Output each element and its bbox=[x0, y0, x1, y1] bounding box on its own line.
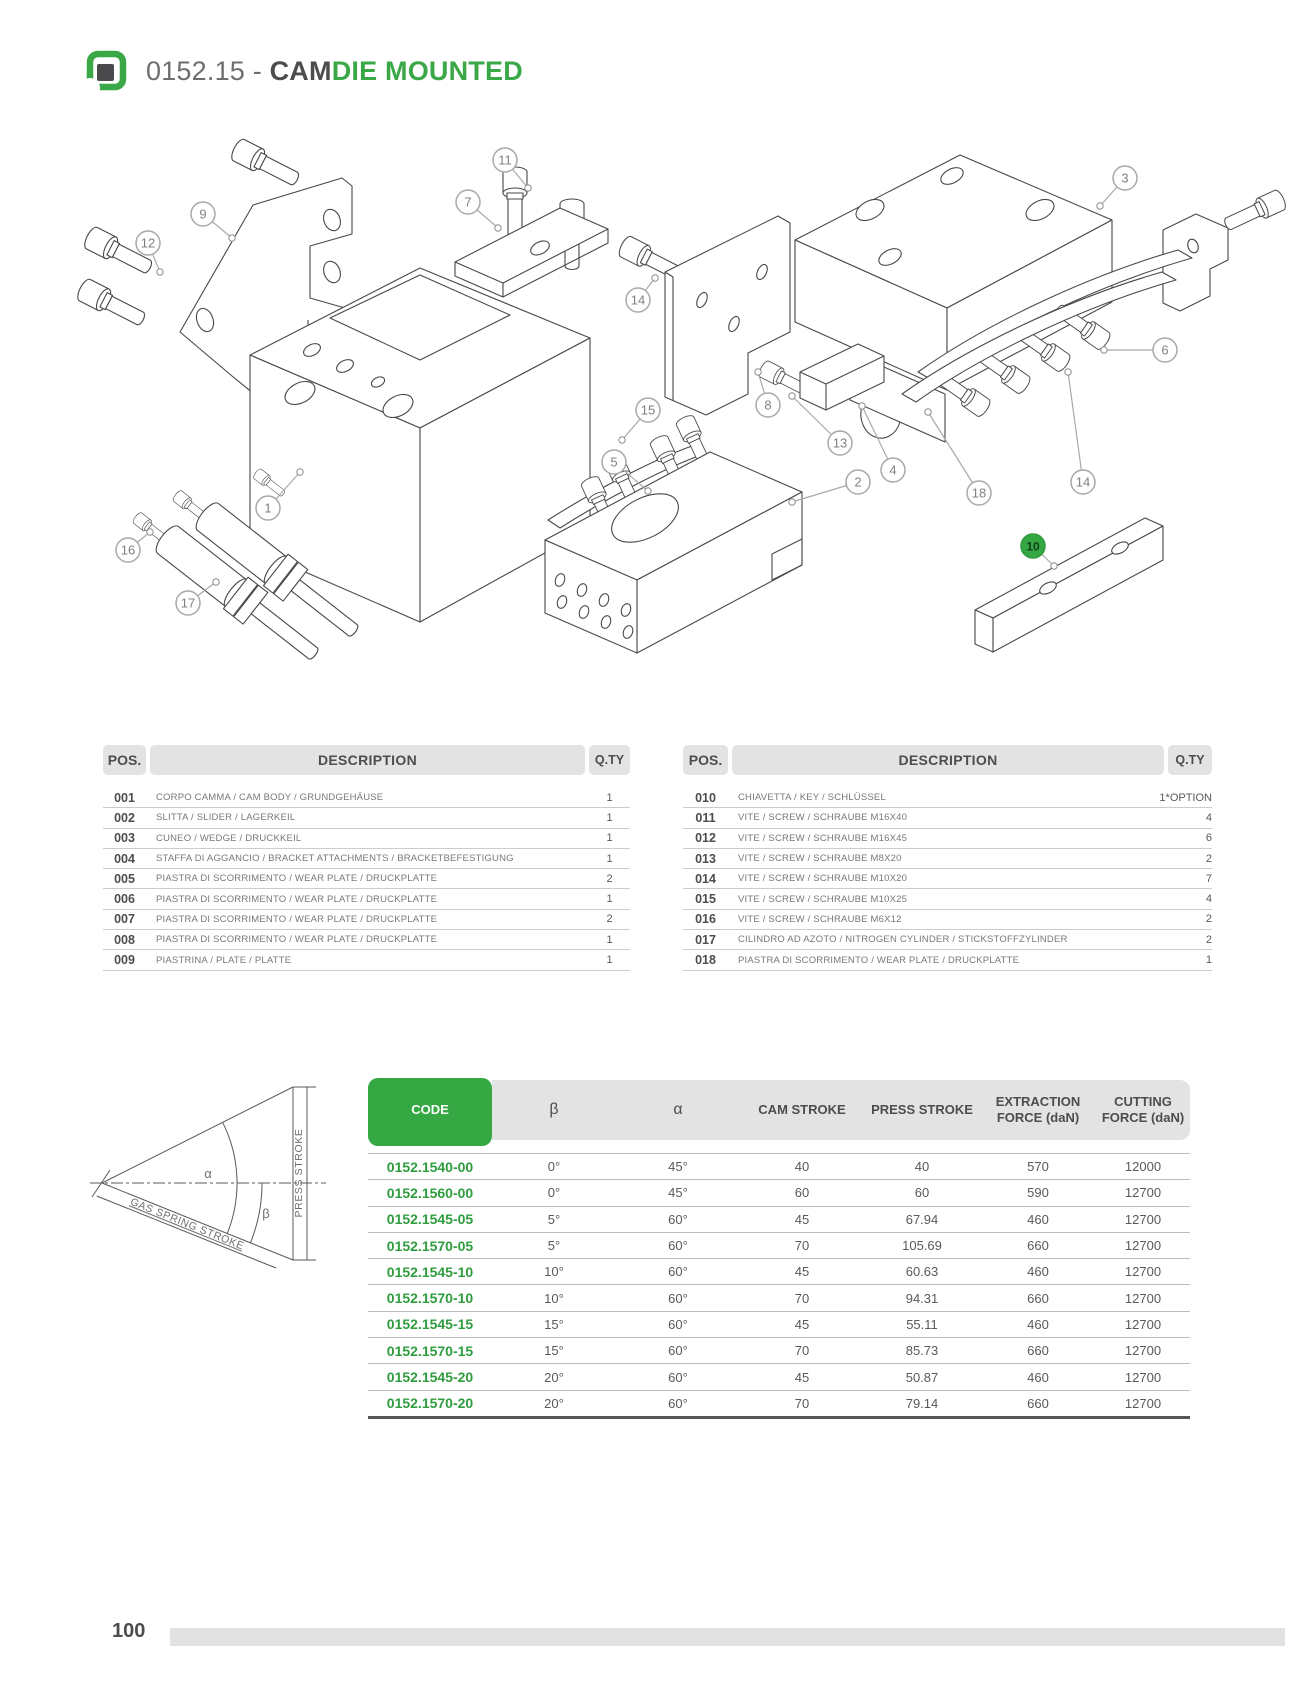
code-cell: 0152.1560-00 bbox=[386, 1184, 474, 1201]
pos-cell: 004 bbox=[114, 851, 135, 866]
code-cell: 0152.1570-05 bbox=[386, 1237, 474, 1254]
alpha-cell: 60° bbox=[668, 1343, 688, 1359]
page-header bbox=[84, 48, 523, 94]
description-cell: VITE / SCREW / SCHRAUBE M10X20 bbox=[738, 873, 908, 885]
beta-cell: 20° bbox=[544, 1395, 564, 1411]
pos-cell: 009 bbox=[114, 953, 135, 968]
parts-table-row bbox=[103, 849, 630, 869]
code-cell: 0152.1545-05 bbox=[386, 1211, 474, 1228]
cutting-force-cell: 12700 bbox=[1124, 1369, 1162, 1385]
code-cell: 0152.1545-20 bbox=[386, 1369, 474, 1386]
description-cell: VITE / SCREW / SCHRAUBE M6X12 bbox=[738, 913, 902, 925]
description-cell: PIASTRA DI SCORRIMENTO / WEAR PLATE / DRUCKPLATTE bbox=[156, 934, 438, 946]
cam-stroke-cell: 70 bbox=[794, 1290, 810, 1306]
cam-stroke-cell: 60 bbox=[794, 1185, 810, 1201]
parts-table-row bbox=[683, 930, 1212, 950]
parts-table-left bbox=[103, 745, 630, 971]
qty-cell: 1 bbox=[1205, 954, 1212, 967]
beta-cell: 15° bbox=[544, 1343, 564, 1359]
extraction-force-cell: 660 bbox=[1027, 1290, 1049, 1306]
alpha-header: α bbox=[673, 1101, 683, 1118]
cutting-force-cell: 12000 bbox=[1124, 1159, 1162, 1175]
spec-row bbox=[368, 1232, 1190, 1258]
pos-cell: 008 bbox=[114, 932, 135, 947]
beta-cell: 0° bbox=[547, 1159, 561, 1175]
press-stroke-header: PRESS STROKE bbox=[871, 1101, 973, 1117]
spec-row bbox=[368, 1258, 1190, 1284]
beta-cell: 15° bbox=[544, 1316, 564, 1332]
parts-table-row bbox=[683, 788, 1212, 808]
product-code: 0152.15 - bbox=[146, 55, 270, 86]
page-title bbox=[146, 56, 523, 87]
description-cell: VITE / SCREW / SCHRAUBE M16X40 bbox=[738, 812, 908, 824]
description-cell: VITE / SCREW / SCHRAUBE M16X45 bbox=[738, 832, 908, 844]
callout-14 bbox=[1065, 369, 1095, 494]
extraction-force-cell: 460 bbox=[1027, 1369, 1049, 1385]
code-cell: 0152.1570-10 bbox=[386, 1290, 474, 1307]
press-stroke-label: PRESS STROKE bbox=[293, 1128, 305, 1218]
cutting-force-cell: 12700 bbox=[1124, 1238, 1162, 1254]
extraction-force-cell: 460 bbox=[1027, 1264, 1049, 1280]
pos-cell: 011 bbox=[695, 810, 716, 825]
callout-3 bbox=[1097, 166, 1137, 209]
code-cell: 0152.1540-00 bbox=[386, 1158, 474, 1175]
pos-cell: 017 bbox=[695, 932, 716, 947]
svg-text:1: 1 bbox=[264, 500, 272, 516]
code-header-label: CODE bbox=[411, 1101, 449, 1117]
pos-cell: 014 bbox=[695, 871, 716, 886]
svg-text:18: 18 bbox=[971, 485, 987, 501]
svg-text:2: 2 bbox=[854, 474, 862, 490]
spec-row bbox=[368, 1363, 1190, 1389]
qty-cell: 1 bbox=[606, 933, 613, 946]
parts-table-row bbox=[103, 788, 630, 808]
page-number: 100 bbox=[112, 1620, 146, 1642]
spec-row bbox=[368, 1179, 1190, 1205]
pos-cell: 007 bbox=[114, 912, 135, 927]
description-cell: CHIAVETTA / KEY / SCHLÜSSEL bbox=[738, 792, 886, 804]
svg-text:13: 13 bbox=[832, 435, 848, 451]
extraction-force-cell: 590 bbox=[1027, 1185, 1049, 1201]
callout-9 bbox=[191, 202, 235, 241]
extraction-force-cell: 660 bbox=[1027, 1238, 1049, 1254]
svg-text:10: 10 bbox=[1026, 539, 1040, 554]
description-cell: PIASTRINA / PLATE / PLATTE bbox=[156, 954, 292, 966]
alpha-cell: 45° bbox=[668, 1159, 688, 1175]
description-cell: CUNEO / WEDGE / DRUCKKEIL bbox=[156, 832, 302, 844]
pos-cell: 001 bbox=[114, 790, 135, 805]
qty-cell: 6 bbox=[1205, 832, 1212, 845]
svg-text:7: 7 bbox=[464, 194, 472, 210]
parts-table-row bbox=[103, 829, 630, 849]
callout-6 bbox=[1101, 338, 1177, 362]
svg-text:16: 16 bbox=[120, 542, 136, 558]
press-stroke-cell: 67.94 bbox=[905, 1211, 939, 1227]
callout-18 bbox=[925, 409, 991, 505]
code-cell: 0152.1545-10 bbox=[386, 1263, 474, 1280]
svg-text:3: 3 bbox=[1121, 170, 1129, 186]
callout-7 bbox=[456, 190, 501, 231]
parts-table-row bbox=[683, 829, 1212, 849]
qty-cell: 1 bbox=[606, 954, 613, 967]
parts-table-row bbox=[103, 808, 630, 828]
description-cell: VITE / SCREW / SCHRAUBE M8X20 bbox=[738, 853, 902, 865]
svg-text:9: 9 bbox=[199, 206, 207, 222]
parts-table-header bbox=[103, 745, 630, 775]
extraction-force-cell: 460 bbox=[1027, 1211, 1049, 1227]
cam-stroke-cell: 45 bbox=[794, 1264, 810, 1280]
qty-cell: 2 bbox=[606, 913, 613, 926]
pos-cell: 012 bbox=[695, 831, 716, 846]
cam-stroke-cell: 70 bbox=[794, 1343, 810, 1359]
part-key-bar bbox=[975, 518, 1163, 652]
cutting-force-cell: 12700 bbox=[1124, 1185, 1162, 1201]
pos-cell: 003 bbox=[114, 831, 135, 846]
pos-cell: 010 bbox=[695, 790, 716, 805]
qty-cell: 2 bbox=[606, 872, 613, 885]
extraction-force-cell: 660 bbox=[1027, 1343, 1049, 1359]
qty-cell: 1 bbox=[606, 791, 613, 804]
pos-cell: 013 bbox=[695, 851, 716, 866]
alpha-cell: 60° bbox=[668, 1290, 688, 1306]
stroke-angle-diagram bbox=[88, 1030, 338, 1275]
parts-table-row bbox=[103, 910, 630, 930]
extraction-force-cell: 460 bbox=[1027, 1316, 1049, 1332]
press-stroke-cell: 94.31 bbox=[905, 1290, 939, 1306]
pos-cell: 018 bbox=[695, 953, 716, 968]
svg-text:15: 15 bbox=[640, 402, 656, 418]
pos-cell: 006 bbox=[114, 892, 135, 907]
cutting-force-cell: 12700 bbox=[1124, 1211, 1162, 1227]
extraction-force-cell: 570 bbox=[1027, 1159, 1049, 1175]
parts-table-row bbox=[683, 910, 1212, 930]
description-cell: CILINDRO AD AZOTO / NITROGEN CYLINDER / STICKSTOFFZYLINDER bbox=[738, 934, 1068, 946]
cutting-force-cell: 12700 bbox=[1124, 1290, 1162, 1306]
title-die-mounted: DIE MOUNTED bbox=[331, 55, 523, 86]
qty-cell: 4 bbox=[1205, 893, 1212, 906]
svg-text:4: 4 bbox=[889, 462, 897, 478]
beta-header: β bbox=[549, 1101, 559, 1118]
alpha-cell: 60° bbox=[668, 1369, 688, 1385]
description-cell: STAFFA DI AGGANCIO / BRACKET ATTACHMENTS / BRACKETBEFESTIGUNG bbox=[156, 853, 514, 865]
description-cell: SLITTA / SLIDER / LAGERKEIL bbox=[156, 812, 296, 824]
cutting-force-cell: 12700 bbox=[1124, 1395, 1162, 1411]
spec-table-header bbox=[368, 1078, 1190, 1146]
description-header: DESCRIPTION bbox=[150, 745, 585, 775]
extraction-force-cell: 660 bbox=[1027, 1395, 1049, 1411]
description-cell: PIASTRA DI SCORRIMENTO / WEAR PLATE / DRUCKPLATTE bbox=[156, 893, 438, 905]
pos-header: POS. bbox=[103, 745, 146, 775]
qty-header: Q.TY bbox=[589, 745, 630, 775]
alpha-cell: 45° bbox=[668, 1185, 688, 1201]
parts-table-row bbox=[683, 849, 1212, 869]
qty-cell: 7 bbox=[1205, 872, 1212, 885]
pos-header: POS. bbox=[683, 745, 728, 775]
description-cell: VITE / SCREW / SCHRAUBE M10X25 bbox=[738, 893, 908, 905]
parts-table-row bbox=[103, 930, 630, 950]
pos-cell: 015 bbox=[695, 892, 716, 907]
pos-cell: 016 bbox=[695, 912, 716, 927]
qty-header: Q.TY bbox=[1168, 745, 1212, 775]
title-cam: CAM bbox=[269, 55, 332, 86]
spec-row bbox=[368, 1206, 1190, 1232]
svg-text:12: 12 bbox=[140, 235, 156, 251]
beta-label: β bbox=[262, 1206, 270, 1221]
press-stroke-cell: 85.73 bbox=[905, 1343, 939, 1359]
qty-cell: 1 bbox=[606, 852, 613, 865]
press-stroke-cell: 60 bbox=[914, 1185, 930, 1201]
callout-14 bbox=[626, 275, 658, 312]
svg-text:5: 5 bbox=[610, 454, 618, 470]
svg-text:6: 6 bbox=[1161, 342, 1169, 358]
qty-cell: 1*OPTION bbox=[1159, 791, 1212, 804]
description-cell: PIASTRA DI SCORRIMENTO / WEAR PLATE / DRUCKPLATTE bbox=[738, 954, 1020, 966]
alpha-cell: 60° bbox=[668, 1316, 688, 1332]
part-top-plate bbox=[455, 167, 608, 297]
part-right-bracket bbox=[1163, 188, 1288, 311]
pos-cell: 005 bbox=[114, 871, 135, 886]
cam-stroke-cell: 70 bbox=[794, 1395, 810, 1411]
code-cell: 0152.1545-15 bbox=[386, 1316, 474, 1333]
parts-table-row bbox=[103, 869, 630, 889]
gas-spring-stroke-label: GAS SPRING STROKE bbox=[128, 1195, 246, 1253]
callout-15 bbox=[619, 398, 660, 443]
cam-stroke-cell: 70 bbox=[794, 1238, 810, 1254]
parts-table-row bbox=[103, 950, 630, 970]
svg-text:17: 17 bbox=[180, 595, 196, 611]
alpha-cell: 60° bbox=[668, 1264, 688, 1280]
beta-cell: 5° bbox=[547, 1211, 561, 1227]
press-stroke-cell: 40 bbox=[914, 1159, 930, 1175]
press-stroke-cell: 105.69 bbox=[902, 1238, 942, 1254]
parts-table-right bbox=[683, 745, 1212, 971]
parts-table-row bbox=[683, 950, 1212, 970]
beta-cell: 10° bbox=[544, 1264, 564, 1280]
exploded-diagram bbox=[0, 110, 1303, 670]
cutting-force-cell: 12700 bbox=[1124, 1316, 1162, 1332]
cam-stroke-cell: 45 bbox=[794, 1369, 810, 1385]
spec-row bbox=[368, 1311, 1190, 1337]
description-header: DESCRIPTION bbox=[732, 745, 1164, 775]
beta-cell: 5° bbox=[547, 1238, 561, 1254]
description-cell: PIASTRA DI SCORRIMENTO / WEAR PLATE / DRUCKPLATTE bbox=[156, 913, 438, 925]
beta-cell: 0° bbox=[547, 1185, 561, 1201]
brand-logo-icon bbox=[84, 48, 130, 94]
beta-cell: 20° bbox=[544, 1369, 564, 1385]
parts-table-row bbox=[103, 889, 630, 909]
qty-cell: 4 bbox=[1205, 811, 1212, 824]
alpha-cell: 60° bbox=[668, 1211, 688, 1227]
parts-table-row bbox=[683, 869, 1212, 889]
code-cell: 0152.1570-20 bbox=[386, 1395, 474, 1412]
parts-table-row bbox=[683, 808, 1212, 828]
press-stroke-cell: 79.14 bbox=[905, 1395, 939, 1411]
description-cell: PIASTRA DI SCORRIMENTO / WEAR PLATE / DRUCKPLATTE bbox=[156, 873, 438, 885]
cam-stroke-cell: 40 bbox=[794, 1159, 810, 1175]
press-stroke-cell: 55.11 bbox=[906, 1316, 938, 1332]
qty-cell: 1 bbox=[606, 893, 613, 906]
alpha-cell: 60° bbox=[668, 1395, 688, 1411]
press-stroke-cell: 50.87 bbox=[905, 1369, 939, 1385]
cutting-force-cell: 12700 bbox=[1124, 1343, 1162, 1359]
qty-cell: 2 bbox=[1205, 852, 1212, 865]
code-cell: 0152.1570-15 bbox=[386, 1342, 474, 1359]
alpha-cell: 60° bbox=[668, 1238, 688, 1254]
extraction-force-header: EXTRACTION FORCE (daN) bbox=[995, 1093, 1081, 1125]
callout-10 bbox=[1021, 534, 1057, 569]
spec-row bbox=[368, 1153, 1190, 1179]
press-stroke-cell: 60.63 bbox=[905, 1264, 939, 1280]
pos-cell: 002 bbox=[114, 810, 135, 825]
spec-row bbox=[368, 1284, 1190, 1310]
qty-cell: 1 bbox=[606, 832, 613, 845]
spec-row bbox=[368, 1390, 1190, 1416]
cam-stroke-cell: 45 bbox=[794, 1211, 810, 1227]
spec-row bbox=[368, 1337, 1190, 1363]
cutting-force-cell: 12700 bbox=[1124, 1264, 1162, 1280]
description-cell: CORPO CAMMA / CAM BODY / GRUNDGEHÄUSE bbox=[156, 792, 384, 804]
svg-text:11: 11 bbox=[498, 152, 512, 168]
svg-text:14: 14 bbox=[1075, 474, 1091, 490]
qty-cell: 2 bbox=[1205, 913, 1212, 926]
parts-table-row bbox=[683, 889, 1212, 909]
spec-table bbox=[368, 1078, 1190, 1419]
parts-table-header bbox=[683, 745, 1212, 775]
svg-text:8: 8 bbox=[764, 397, 772, 413]
svg-text:14: 14 bbox=[630, 292, 646, 308]
cutting-force-header: CUTTING FORCE (daN) bbox=[1101, 1093, 1185, 1125]
qty-cell: 2 bbox=[1205, 933, 1212, 946]
part-t-plate bbox=[617, 216, 790, 415]
callout-16 bbox=[116, 529, 153, 562]
beta-cell: 10° bbox=[544, 1290, 564, 1306]
cam-stroke-cell: 45 bbox=[794, 1316, 810, 1332]
alpha-label: α bbox=[204, 1166, 212, 1181]
qty-cell: 1 bbox=[606, 811, 613, 824]
footer-bar bbox=[170, 1628, 1285, 1646]
cam-stroke-header: CAM STROKE bbox=[758, 1101, 846, 1117]
